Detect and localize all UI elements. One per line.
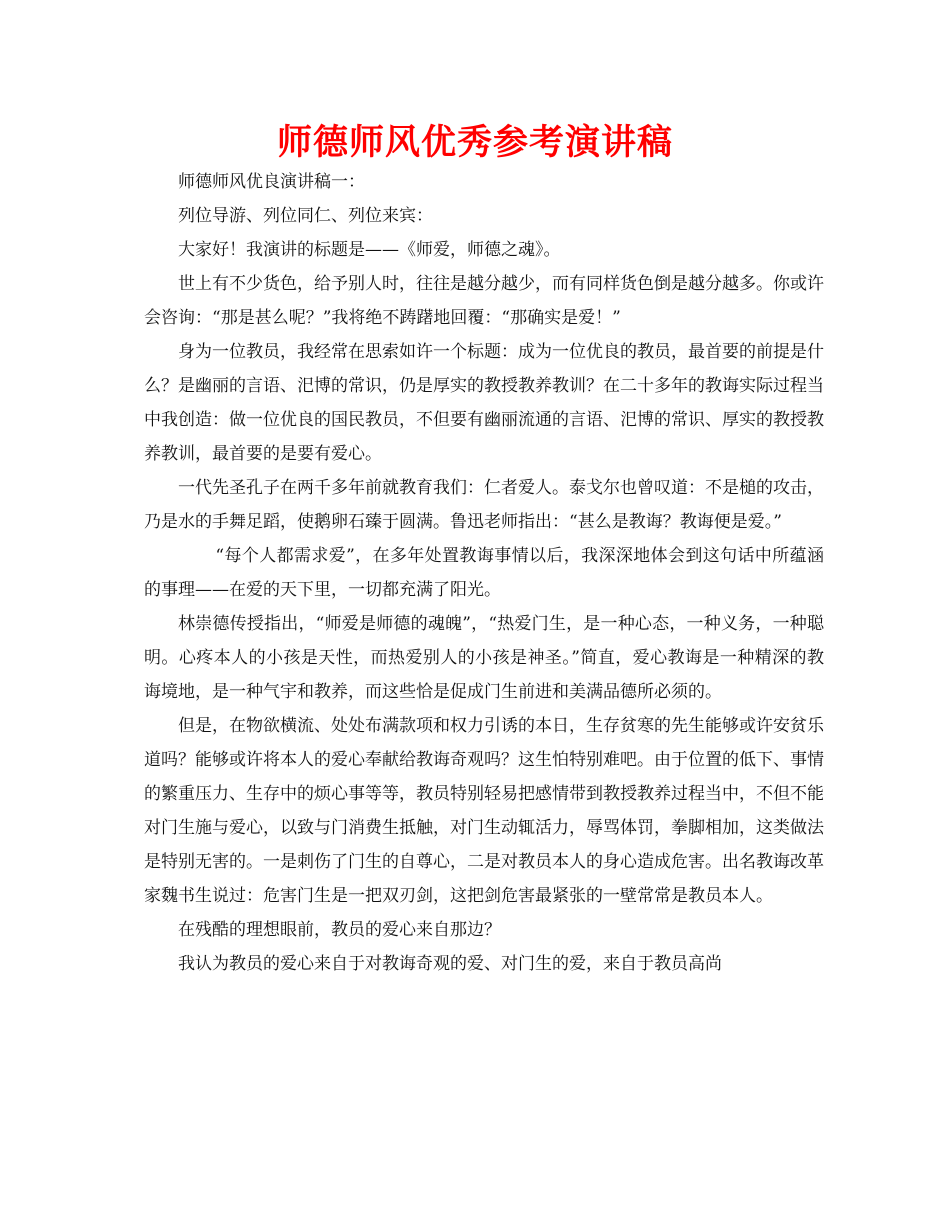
paragraph-greeting: 列位导游、列位同仁、列位来宾： bbox=[178, 206, 433, 226]
paragraph: “每个人都需求爱”，在多年处置教诲事情以后，我深深地体会到这句话中所蕴涵的事理——在爱的天下里，一切都充满了阳光。 bbox=[144, 546, 824, 600]
paragraph: 但是，在物欲横流、处处布满款项和权力引诱的本日，生存贫寒的先生能够或许安贫乐道吗？能够或许将本人的爱心奉献给教诲奇观吗？这生怕特别难吧。由于位置的低下、事情的繁重压力、生存中的烦心事等等，教员特别轻易把感情带到教授教养过程当中，不但不能对门生施与爱心，以致与门消费生抵触，对门生动辄活力，辱骂体罚，拳脚相加，这类做法是特别无害的。一是刺伤了门生的自尊心，二是对教员本人的身心造成危害。出名教诲改革家魏书生说过：危害门生是一把双刃剑，这把剑危害最紧张的一壁常常是教员本人。 bbox=[144, 716, 824, 906]
document-body bbox=[144, 165, 824, 981]
paragraph: 世上有不少货色，给予别人时，往往是越分越少，而有同样货色倒是越分越多。你或许会咨询：“那是甚么呢？”我将绝不踌躇地回覆：“那确实是爱！” bbox=[144, 274, 824, 328]
paragraph: 我认为教员的爱心来自于对教诲奇观的爱、对门生的爱，来自于教员高尚 bbox=[178, 954, 722, 974]
paragraph: 身为一位教员，我经常在思索如许一个标题：成为一位优良的教员，最首要的前提是什么？是幽丽的言语、汜博的常识，仍是厚实的教授教养教训？在二十多年的教诲实际过程当中我创造：做一位优良的国民教员，不但要有幽丽流通的言语、汜博的常识、厚实的教授教养教训，最首要的是要有爱心。 bbox=[144, 342, 824, 464]
paragraph-intro: 大家好！我演讲的标题是——《师爱，师德之魂》。 bbox=[178, 240, 561, 260]
paragraph: 林崇德传授指出，“师爱是师德的魂魄”，“热爱门生，是一种心态，一种义务，一种聪明。心疼本人的小孩是天性，而热爱别人的小孩是神圣。”简直，爱心教诲是一种精深的教诲境地，是一种气宇和教养，而这些恰是促成门生前进和美满品德所必须的。 bbox=[144, 614, 824, 702]
paragraph: 在残酷的理想眼前，教员的爱心来自那边？ bbox=[178, 920, 501, 940]
document-title: 师德师风优秀参考演讲稿 bbox=[276, 123, 673, 163]
paragraph-subtitle: 师德师风优良演讲稿一： bbox=[178, 172, 365, 192]
paragraph: 一代先圣孔子在两千多年前就教育我们：仁者爱人。泰戈尔也曾叹道：不是槌的攻击，乃是水的手舞足蹈，使鹅卵石臻于圆满。鲁迅老师指出：“甚么是教诲？教诲便是爱。” bbox=[144, 478, 824, 532]
